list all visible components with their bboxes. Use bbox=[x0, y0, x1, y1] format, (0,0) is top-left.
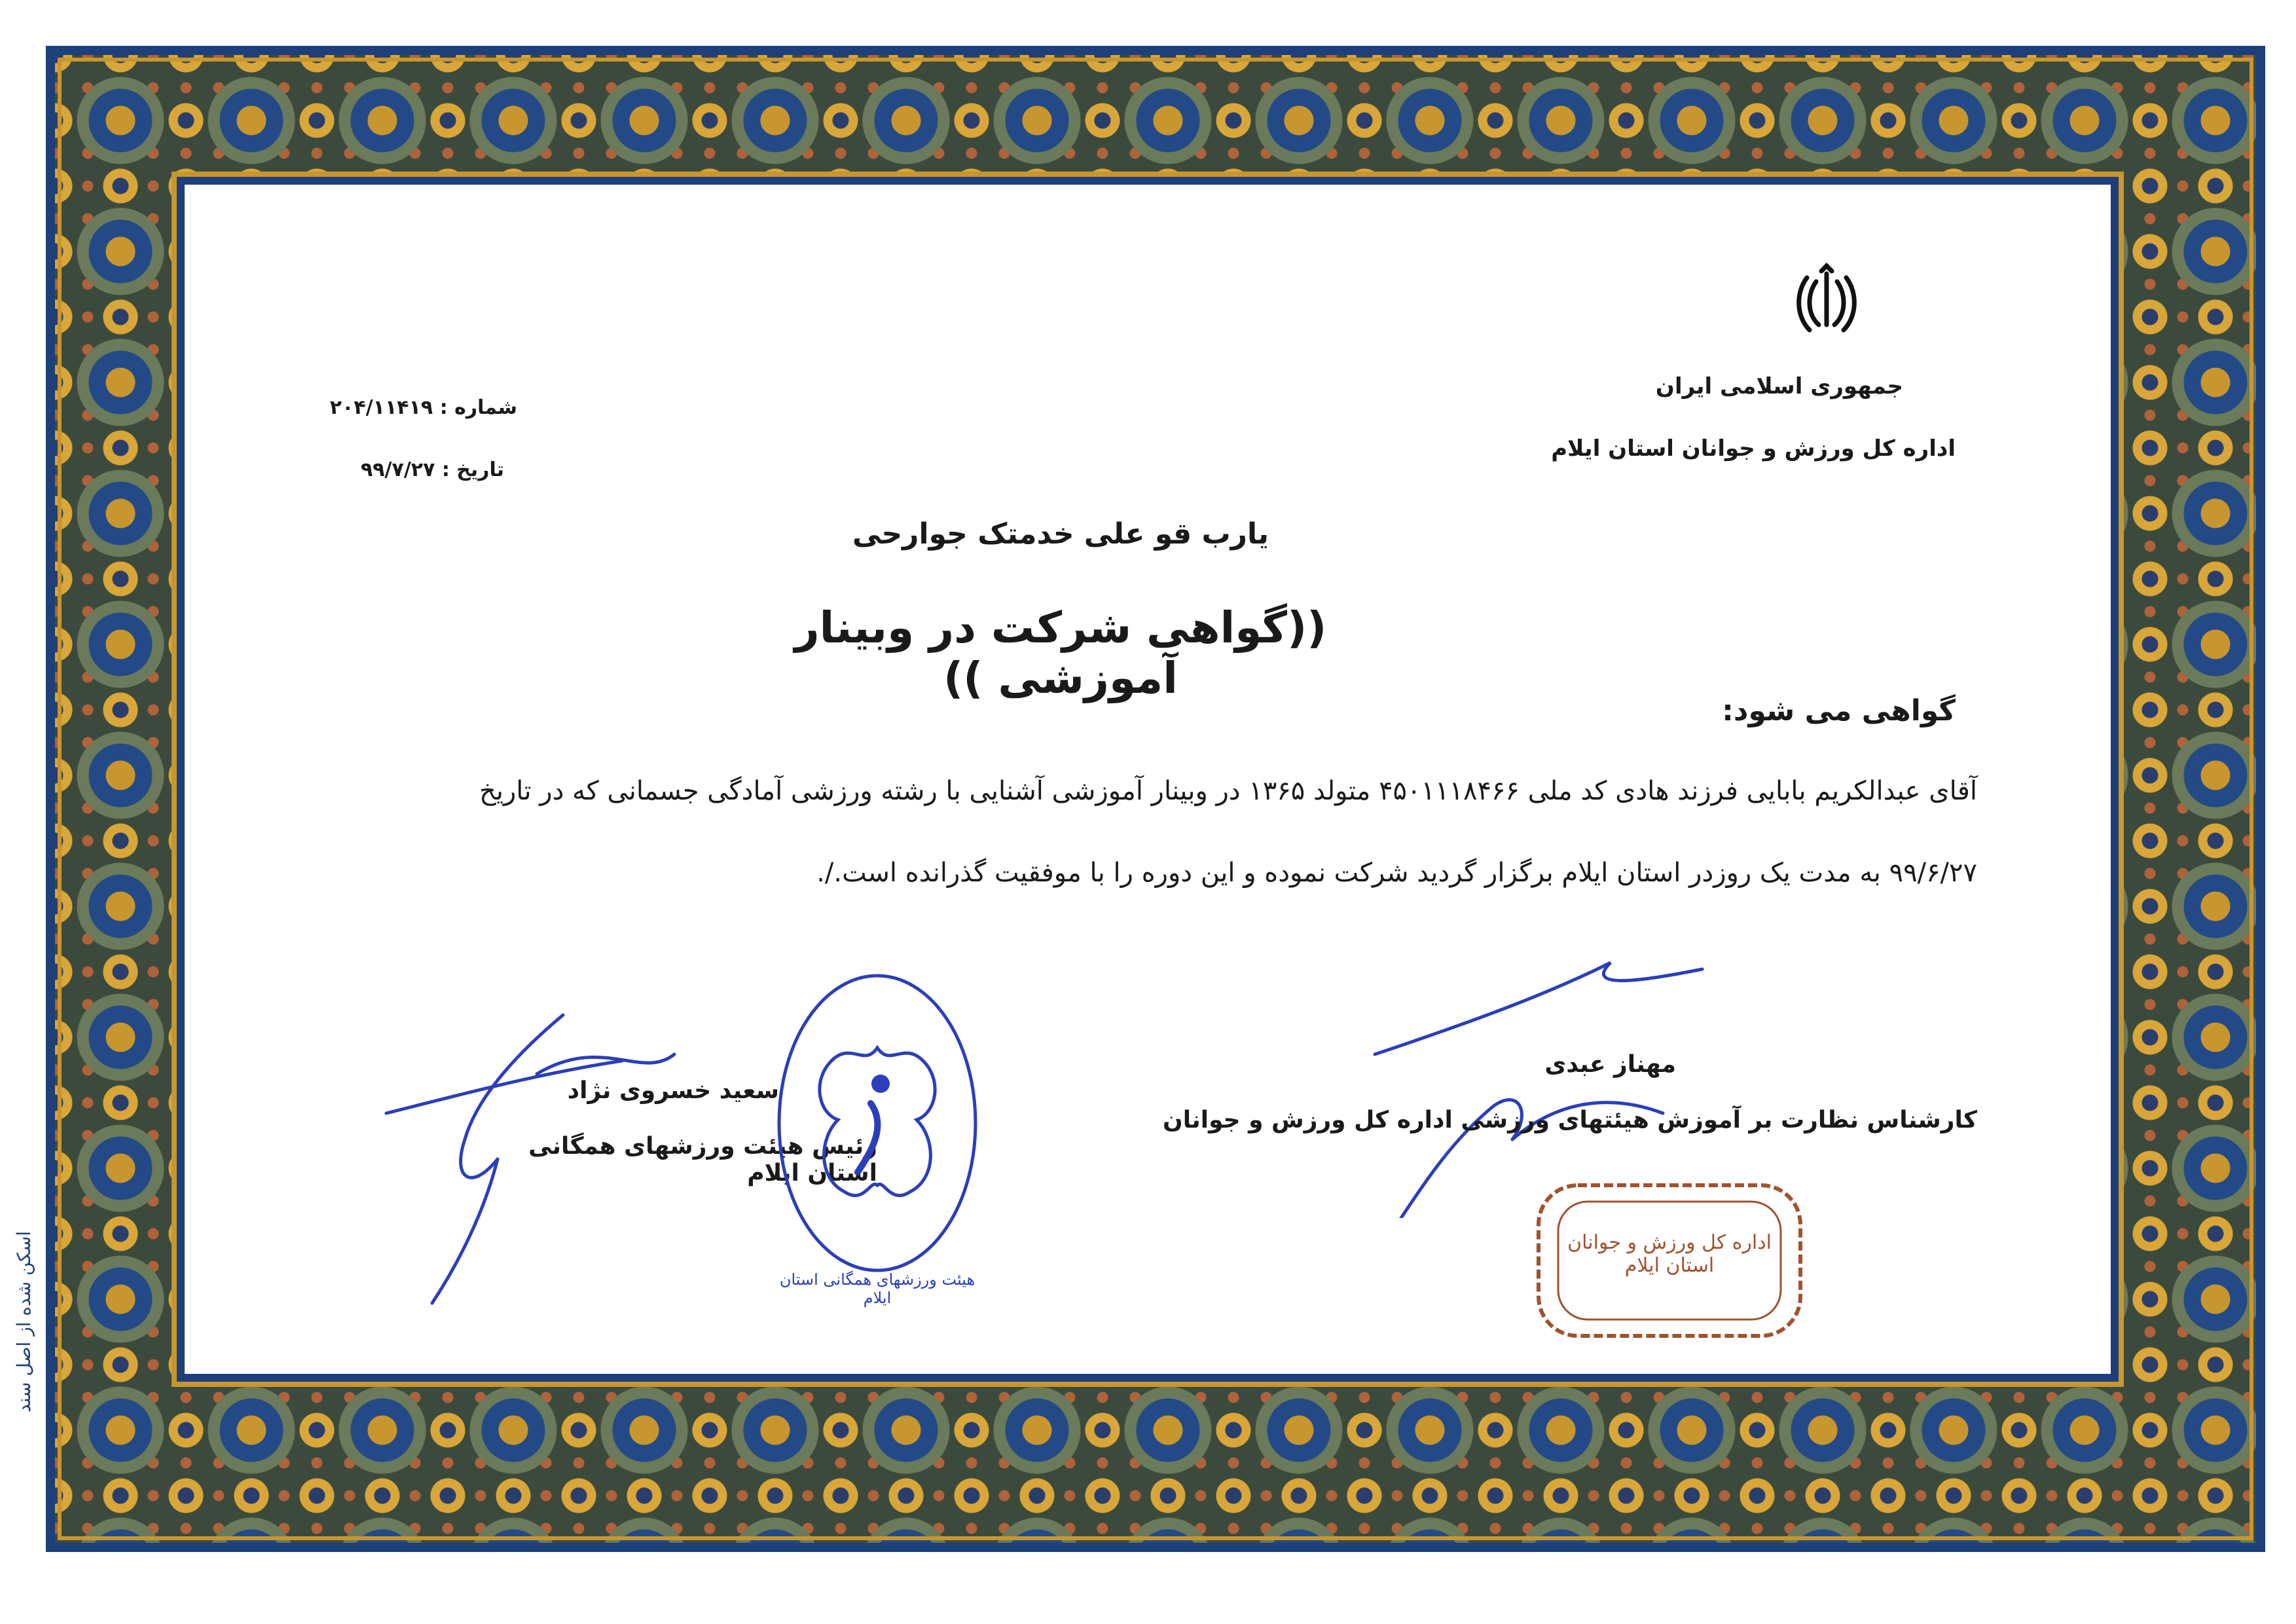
date-label: تاریخ : bbox=[441, 458, 504, 481]
federation-stamp bbox=[773, 969, 982, 1277]
body-line-2: ۹۹/۶/۲۷ به مدت یک روزدر استان ایلام برگزار گردید شرکت نموده و این دوره را با موفقیت گذرانده است./. bbox=[816, 858, 1977, 888]
number-value: ۲۰۴/۱۱۴۱۹ bbox=[329, 396, 433, 419]
certificate-title: ((گواهی شرکت در وبینار آموزشی )) bbox=[794, 602, 1327, 703]
signatory-right-title: کارشناس نظارت بر آموزش هیئتهای ورزشی اداره کل ورزش و جوانان bbox=[1163, 1107, 1977, 1134]
margin-handwritten-note: اسکن شده از اصل سند bbox=[13, 1231, 35, 1413]
signatory-left-name: سعید خسروی نژاد bbox=[567, 1077, 779, 1104]
iran-emblem-icon bbox=[1787, 262, 1866, 341]
invocation-line: یارب قو علی خدمتک جوارحی bbox=[852, 517, 1269, 551]
date-value: ۹۹/۷/۲۷ bbox=[360, 458, 435, 481]
stamp-red-text: اداره کل ورزش و جوانان استان ایلام bbox=[1567, 1231, 1772, 1277]
organization-name: اداره کل ورزش و جوانان استان ایلام bbox=[1551, 435, 1956, 462]
stamp-blue-text: هیئت ورزشهای همگانی استان ایلام bbox=[779, 1270, 975, 1307]
signatory-right-name: مهناز عبدی bbox=[1544, 1051, 1676, 1078]
intro-line: گواهی می شود: bbox=[1722, 694, 1956, 728]
body-line-1: آقای عبدالکریم بابایی فرزند هادی کد ملی ۴۵۰۱۱۱۸۴۶۶ متولد ۱۳۶۵ در وبینار آموزشی آشنایی با رشته ورزشی آمادگی جسمانی که در تاریخ bbox=[479, 776, 1977, 806]
country-name: جمهوری اسلامی ایران bbox=[1655, 373, 1903, 399]
document-number bbox=[329, 396, 517, 419]
document-date bbox=[340, 458, 504, 481]
number-label: شماره : bbox=[439, 396, 517, 419]
signatory-left-title: رئیس هیئت ورزشهای همگانی استان ایلام bbox=[528, 1133, 877, 1187]
